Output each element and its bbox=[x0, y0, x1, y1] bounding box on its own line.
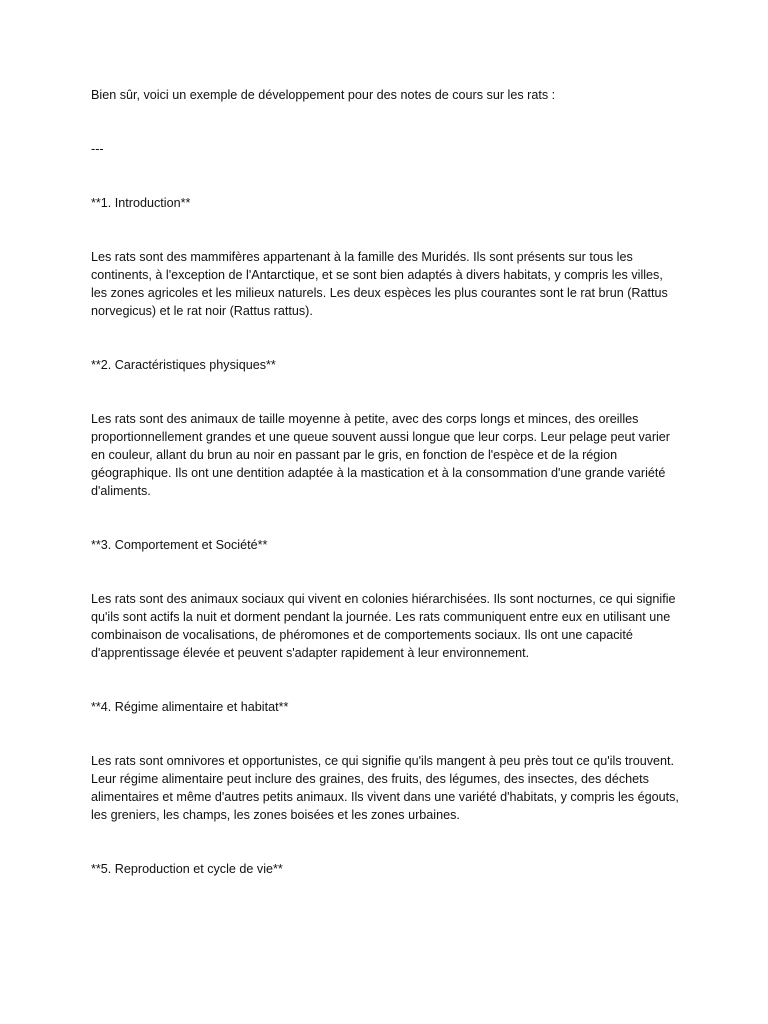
section-heading-reproduction: **5. Reproduction et cycle de vie** bbox=[91, 862, 283, 876]
section-heading-behavior: **3. Comportement et Société** bbox=[91, 538, 268, 552]
section-body-physical-characteristics: Les rats sont des animaux de taille moyenne à petite, avec des corps longs et minces, des oreilles proportionnellement grandes et une queue souvent aussi longue que leur corps. Leur pelage peut varier en couleur, allant du brun au noir en passant par le gris, en fonction de l'espèce et de la région géographique. Ils ont une dentition adaptée à la mastication et à la consommation d'une grande variété d'aliments. bbox=[91, 412, 671, 498]
intro-text: Bien sûr, voici un exemple de développement pour des notes de cours sur les rats : bbox=[91, 88, 556, 102]
section-body-introduction: Les rats sont des mammifères appartenant à la famille des Muridés. Ils sont présents sur tous les continents, à l'exception de l'Antarctique, et se sont bien adaptés à divers habitats, y compris les villes, les zones agricoles et les milieux naturels. Les deux espèces les plus courantes sont le rat brun (Rattus norvegicus) et le rat noir (Rattus rattus). bbox=[91, 250, 668, 318]
section-body-behavior: Les rats sont des animaux sociaux qui vivent en colonies hiérarchisées. Ils sont nocturnes, ce qui signifie qu'ils sont actifs la nuit et dorment pendant la journée. Les rats communiquent entre eux en utilisant une combinaison de vocalisations, de phéromones et de comportements sociaux. Ils ont une capacité d'apprentissage élevée et peuvent s'adapter rapidement à leur environnement. bbox=[91, 592, 676, 660]
separator: --- bbox=[91, 142, 104, 156]
section-body-diet-habitat: Les rats sont omnivores et opportunistes, ce qui signifie qu'ils mangent à peu près tout ce qu'ils trouvent. Leur régime alimentaire peut inclure des graines, des fruits, des légumes, des insectes, des déchets alimentaires et même d'autres petits animaux. Ils vivent dans une variété d'habitats, y compris les égouts, les greniers, les champs, les zones boisées et les zones urbaines. bbox=[91, 754, 679, 822]
section-heading-diet-habitat: **4. Régime alimentaire et habitat** bbox=[91, 700, 289, 714]
section-heading-physical-characteristics: **2. Caractéristiques physiques** bbox=[91, 358, 276, 372]
section-heading-introduction: **1. Introduction** bbox=[91, 196, 191, 210]
